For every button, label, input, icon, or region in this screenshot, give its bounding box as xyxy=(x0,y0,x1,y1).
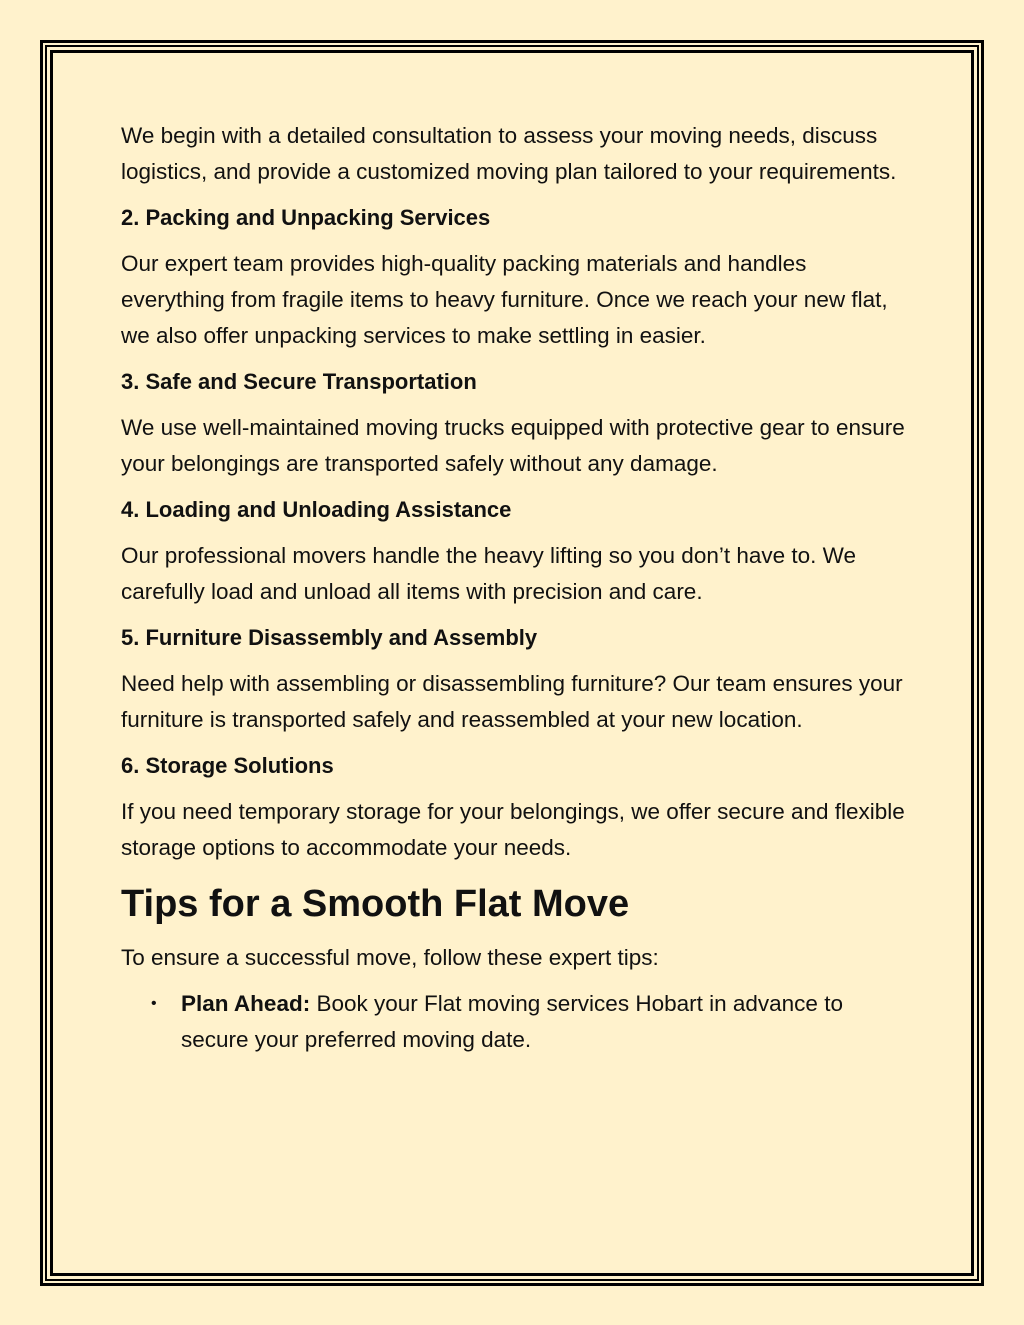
service-heading-storage: 6. Storage Solutions xyxy=(121,753,334,778)
service-heading-packing: 2. Packing and Unpacking Services xyxy=(121,205,491,230)
service-heading-transportation: 3. Safe and Secure Transportation xyxy=(121,369,477,394)
list-item xyxy=(121,986,911,1058)
service-heading-loading: 4. Loading and Unloading Assistance xyxy=(121,497,512,522)
bullet-icon: • xyxy=(151,995,157,1012)
tips-list xyxy=(121,986,911,1058)
intro-paragraph: We begin with a detailed consultation to assess your moving needs, discuss logistics, and provide a customized moving plan tailored to your requirements. xyxy=(121,123,897,184)
tips-section-title: Tips for a Smooth Flat Move xyxy=(121,883,630,925)
document-content xyxy=(121,118,911,1058)
service-heading-furniture: 5. Furniture Disassembly and Assembly xyxy=(121,625,538,650)
tips-intro: To ensure a successful move, follow these expert tips: xyxy=(121,945,659,970)
tip-lead: Plan Ahead: xyxy=(181,991,311,1016)
service-text-packing: Our expert team provides high-quality packing materials and handles everything from fragile items to heavy furniture. Once we reach your new flat, we also offer unpacking services to make settling in easier. xyxy=(121,251,888,348)
service-text-transportation: We use well-maintained moving trucks equipped with protective gear to ensure your belongings are transported safely without any damage. xyxy=(121,415,905,476)
service-text-furniture: Need help with assembling or disassembling furniture? Our team ensures your furniture is transported safely and reassembled at your new location. xyxy=(121,671,903,732)
service-text-storage: If you need temporary storage for your belongings, we offer secure and flexible storage options to accommodate your needs. xyxy=(121,799,905,860)
tip-text: Book your Flat moving services Hobart in advance to secure your preferred moving date. xyxy=(181,991,843,1052)
service-text-loading: Our professional movers handle the heavy lifting so you don’t have to. We carefully load and unload all items with precision and care. xyxy=(121,543,856,604)
